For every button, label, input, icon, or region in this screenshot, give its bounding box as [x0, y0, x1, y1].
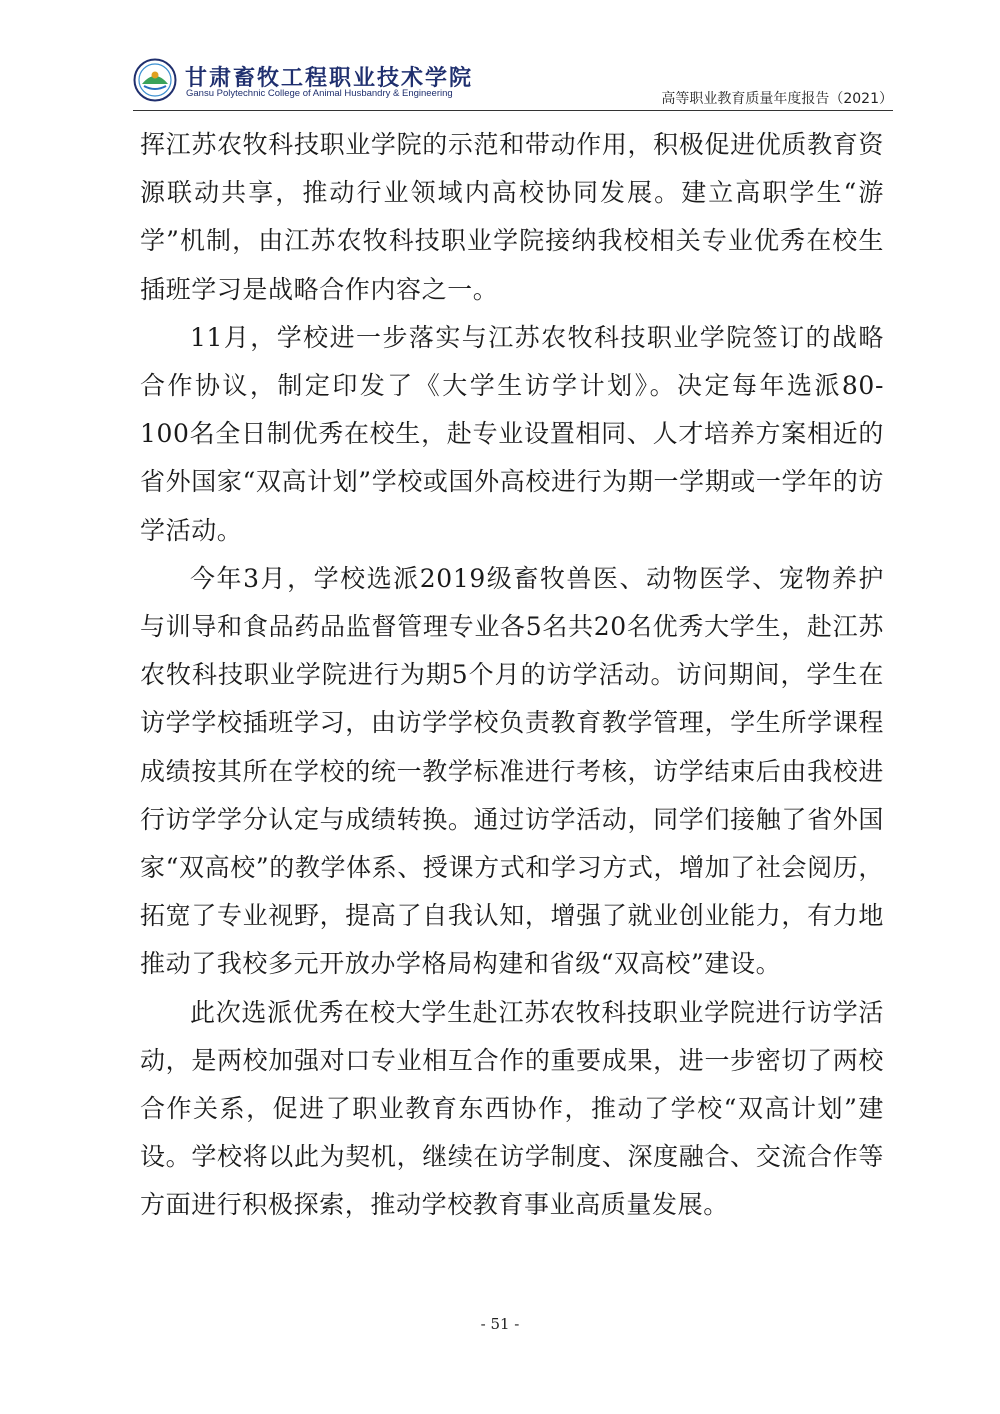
paragraph: 11月，学校进一步落实与江苏农牧科技职业学院签订的战略合作协议，制定印发了《大学生访学计划》。决定每年选派80-100名全日制优秀在校生，赴专业设置相同、人才培养方案相近的省外国家“双高计划”学校或国外高校进行为期一学期或一学年的访学活动。 [140, 322, 884, 545]
page-header [133, 58, 893, 108]
page-number: - 51 - [480, 1315, 520, 1333]
paragraph: 此次选派优秀在校大学生赴江苏农牧科技职业学院进行访学活动，是两校加强对口专业相互合作的重要成果，进一步密切了两校合作关系，促进了职业教育东西协作，推动了学校“双高计划”建设。学校将以此为契机，继续在访学制度、深度融合、交流合作等方面进行积极探索，推动学校教育事业高质量发展。 [140, 997, 884, 1220]
body-text [140, 121, 884, 1230]
paragraph: 挥江苏农牧科技职业学院的示范和带动作用，积极促进优质教育资源联动共享，推动行业领域内高校协同发展。建立高职学生“游学”机制，由江苏农牧科技职业学院接纳我校相关专业优秀在校生插班学习是战略合作内容之一。 [140, 130, 884, 304]
report-title: 高等职业教育质量年度报告（2021） [661, 91, 893, 107]
school-name-english: Gansu Polytechnic College of Animal Husbandry & Engineering [186, 88, 453, 99]
school-emblem-icon [133, 58, 177, 102]
school-name-chinese: 甘肃畜牧工程职业技术学院 [185, 66, 474, 91]
header-divider [133, 110, 893, 111]
paragraph: 今年3月，学校选派2019级畜牧兽医、动物医学、宠物养护与训导和食品药品监督管理专业各5名共20名优秀大学生，赴江苏农牧科技职业学院进行为期5个月的访学活动。访问期间，学生在访学学校插班学习，由访学学校负责教育教学管理，学生所学课程成绩按其所在学校的统一教学标准进行考核，访学结束后由我校进行访学学分认定与成绩转换。通过访学活动，同学们接触了省外国家“双高校”的教学体系、授课方式和学习方式，增加了社会阅历，拓宽了专业视野，提高了自我认知，增强了就业创业能力，有力地推动了我校多元开放办学格局构建和省级“双高校”建设。 [140, 563, 884, 979]
